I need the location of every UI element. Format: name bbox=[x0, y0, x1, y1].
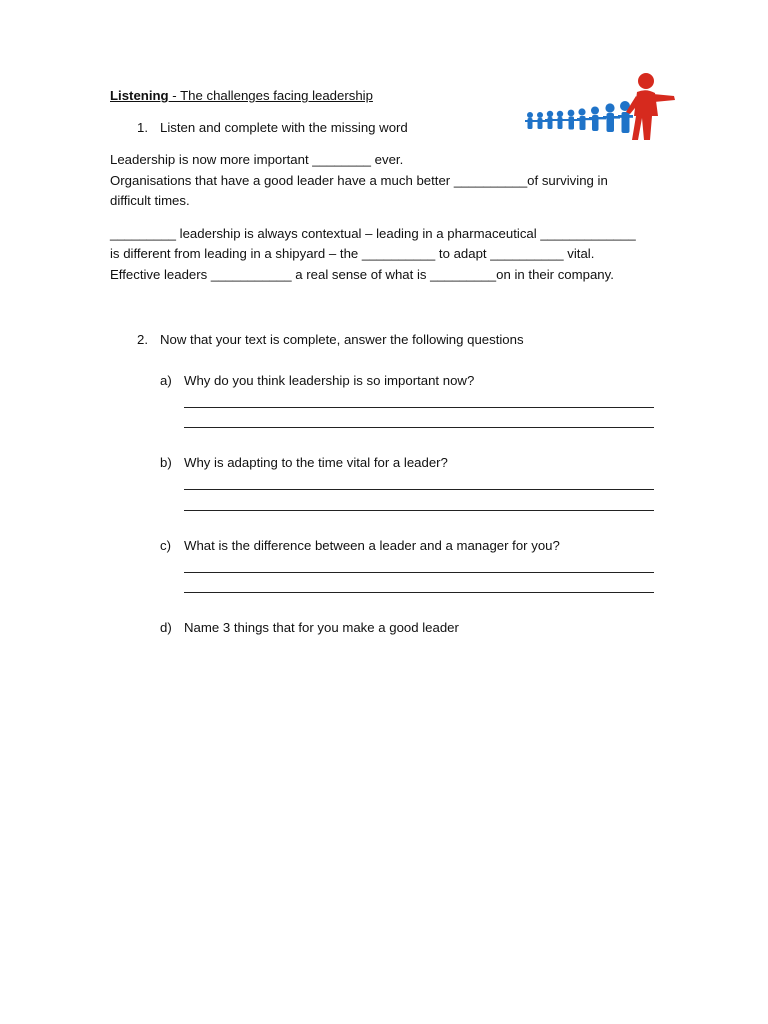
task-1-line-2: Organisations that have a good leader have a much better __________of surviving in bbox=[110, 173, 608, 188]
answer-line-c-2[interactable] bbox=[184, 592, 654, 593]
answer-line-b-2[interactable] bbox=[184, 510, 654, 511]
question-a-letter: a) bbox=[160, 373, 172, 388]
question-a-text: Why do you think leadership is so important now? bbox=[184, 373, 475, 388]
task-1-line-4: _________ leadership is always contextual – leading in a pharmaceutical _____________ bbox=[110, 226, 636, 241]
task-2-number: 2. bbox=[137, 332, 148, 347]
task-1-line-1: Leadership is now more important ________ ever. bbox=[110, 152, 404, 167]
question-d-text: Name 3 things that for you make a good leader bbox=[184, 620, 459, 635]
question-d-letter: d) bbox=[160, 620, 172, 635]
worksheet-title bbox=[110, 88, 373, 104]
team-figures bbox=[525, 101, 633, 133]
task-1-line-3: difficult times. bbox=[110, 193, 190, 208]
question-c-text: What is the difference between a leader and a manager for you? bbox=[184, 538, 560, 553]
question-b-text: Why is adapting to the time vital for a leader? bbox=[184, 455, 448, 470]
question-b-letter: b) bbox=[160, 455, 172, 470]
leader-pulling-team-icon bbox=[522, 72, 678, 142]
title-bold: Listening bbox=[110, 88, 169, 103]
answer-line-a-1[interactable] bbox=[184, 407, 654, 408]
title-rest: - The challenges facing leadership bbox=[168, 88, 373, 103]
answer-line-c-1[interactable] bbox=[184, 572, 654, 573]
answer-line-a-2[interactable] bbox=[184, 427, 654, 428]
task-1-line-6: Effective leaders ___________ a real sense of what is _________on in their company. bbox=[110, 267, 614, 282]
leader-figure bbox=[626, 73, 675, 140]
task-2-instruction: Now that your text is complete, answer the following questions bbox=[160, 332, 524, 347]
task-1-line-5: is different from leading in a shipyard – the __________ to adapt __________ vital. bbox=[110, 246, 595, 261]
task-1-number: 1. bbox=[137, 120, 148, 135]
task-1-instruction: Listen and complete with the missing word bbox=[160, 120, 408, 135]
question-c-letter: c) bbox=[160, 538, 171, 553]
answer-line-b-1[interactable] bbox=[184, 489, 654, 490]
